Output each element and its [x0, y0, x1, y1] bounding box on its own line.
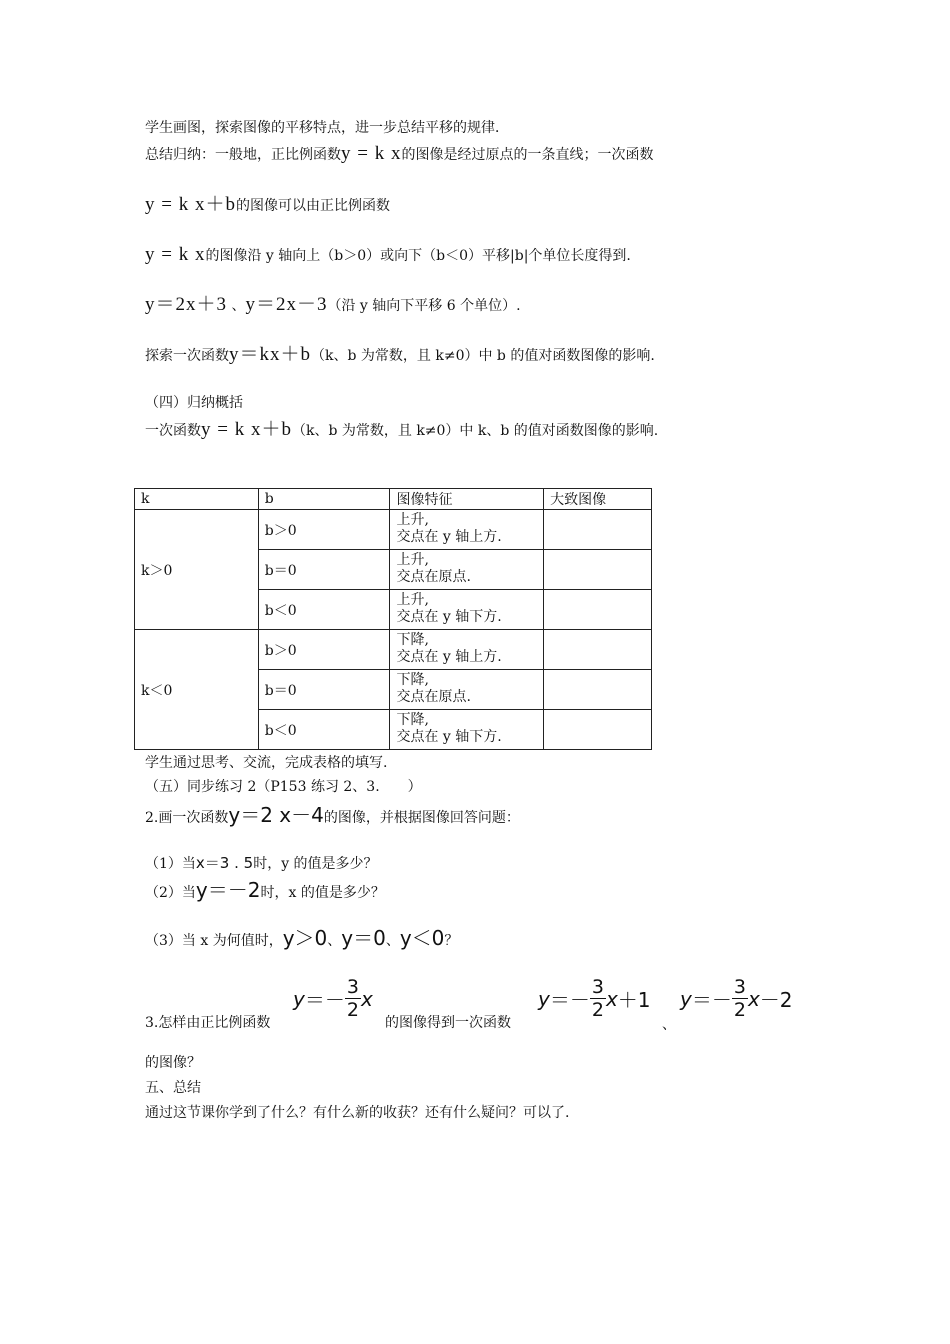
k-negative-cell: k＜0 — [135, 630, 259, 750]
b-cell: b＝0 — [258, 550, 390, 590]
equation-y-kx-b: y = k x＋b — [201, 419, 292, 440]
b-cell: b＞0 — [258, 510, 390, 550]
inequality-y-gt-0: y＞0 — [282, 926, 328, 950]
equation-y-neg-3-2-x-minus-2: y ＝－ $\frac{3}{2}$ x －2 — [680, 976, 793, 1021]
equation-y-kx: y = k x — [341, 143, 402, 164]
equation-y-eq-0: y＝0 — [341, 926, 386, 950]
b-cell: b＞0 — [258, 630, 390, 670]
sketch-cell — [544, 510, 652, 550]
question-2: 2.画一次函数y＝2 x－4的图像，并根据图像回答问题： — [145, 803, 520, 827]
question-3-intro: 3.怎样由正比例函数 — [145, 1015, 271, 1031]
question-3-middle: 的图像得到一次函数 — [385, 1015, 511, 1031]
fraction-3-2: $\frac{3}{2}$ — [346, 976, 359, 1021]
para-summary-questions: 通过这节课你学到了什么？有什么新的收获？还有什么疑问？可以了. — [145, 1105, 570, 1121]
question-3-separator: 、 — [662, 1017, 676, 1033]
header-b: b — [258, 489, 390, 510]
sketch-cell — [544, 550, 652, 590]
para-example-shift: y＝2x＋3 、y＝2x－3（沿 y 轴向下平移 6 个单位）. — [145, 294, 521, 315]
equation-y-kx-b: y = k x＋b — [145, 194, 236, 215]
sub-question-3: （3）当 x 为何值时，y＞0、y＝0、y＜0？ — [145, 926, 459, 950]
section-heading-five: （五）同步练习 2（P153 练习 2、3. ） — [145, 779, 422, 795]
table-header-row — [135, 489, 652, 510]
equation-y-kx: y = k x — [145, 244, 206, 265]
header-sketch: 大致图像 — [544, 489, 652, 510]
sketch-cell — [544, 710, 652, 750]
fraction-3-2: $\frac{3}{2}$ — [733, 976, 746, 1021]
para-explore-b: 探索一次函数y＝kx＋b（k、b 为常数，且 k≠0）中 b 的值对函数图像的影响. — [145, 344, 655, 365]
feature-cell: 下降, 交点在 y 轴上方. — [390, 630, 544, 670]
sub-question-1: （1）当x＝3 . 5时，y 的值是多少？ — [145, 854, 378, 872]
equation-y-neg-3-2-x: y ＝－ $\frac{3}{2}$ x — [293, 976, 373, 1021]
para-fill-table: 学生通过思考、交流，完成表格的填写. — [145, 755, 388, 771]
feature-cell: 下降, 交点在 y 轴下方. — [390, 710, 544, 750]
feature-cell: 上升, 交点在 y 轴上方. — [390, 510, 544, 550]
question-3-end: 的图像？ — [145, 1055, 201, 1071]
feature-cell: 上升, 交点在原点. — [390, 550, 544, 590]
table-row — [135, 630, 652, 670]
b-cell: b＝0 — [258, 670, 390, 710]
para-linear-function: y = k x＋b的图像可以由正比例函数 — [145, 194, 390, 215]
equation-2x-minus-4: y＝2 x－4 — [228, 803, 324, 827]
sub-question-2: （2）当y＝－2时，x 的值是多少？ — [145, 878, 385, 902]
equation-y-neg-2: y＝－2 — [195, 878, 261, 902]
k-positive-cell: k＞0 — [135, 510, 259, 630]
section-heading-summary: 五、总结 — [145, 1080, 201, 1096]
feature-cell: 上升, 交点在 y 轴下方. — [390, 590, 544, 630]
header-k: k — [135, 489, 259, 510]
equation-y-kx-b: y＝kx＋b — [229, 344, 312, 365]
para-translation-intro: 学生画图，探索图像的平移特点，进一步总结平移的规律． — [145, 120, 509, 136]
equation-2x-minus-3: y＝2x－3 — [245, 294, 328, 315]
sketch-cell — [544, 590, 652, 630]
para-shift-rule: y = k x的图像沿 y 轴向上（b＞0）或向下（b＜0）平移|b|个单位长度得到. — [145, 244, 631, 265]
b-cell: b＜0 — [258, 590, 390, 630]
kb-effect-table — [134, 488, 652, 750]
header-feature: 图像特征 — [390, 489, 544, 510]
equation-y-neg-3-2-x-plus-1: y ＝－ $\frac{3}{2}$ x ＋1 — [538, 976, 651, 1021]
para-summary: 总结归纳：一般地，正比例函数y = k x的图像是经过原点的一条直线；一次函数 — [145, 143, 654, 164]
fraction-3-2: $\frac{3}{2}$ — [591, 976, 604, 1021]
b-cell: b＜0 — [258, 710, 390, 750]
sketch-cell — [544, 630, 652, 670]
section-heading-four: （四）归纳概括 — [145, 395, 243, 411]
equation-2x-plus-3: y＝2x＋3 — [145, 294, 228, 315]
feature-cell: 下降, 交点在原点. — [390, 670, 544, 710]
table-row — [135, 510, 652, 550]
equation-x-3-5: x＝3 . 5 — [195, 854, 254, 872]
para-kb-effect: 一次函数y = k x＋b（k、b 为常数，且 k≠0）中 k、b 的值对函数图像的影响. — [145, 419, 659, 440]
inequality-y-lt-0: y＜0 — [399, 926, 445, 950]
sketch-cell — [544, 670, 652, 710]
